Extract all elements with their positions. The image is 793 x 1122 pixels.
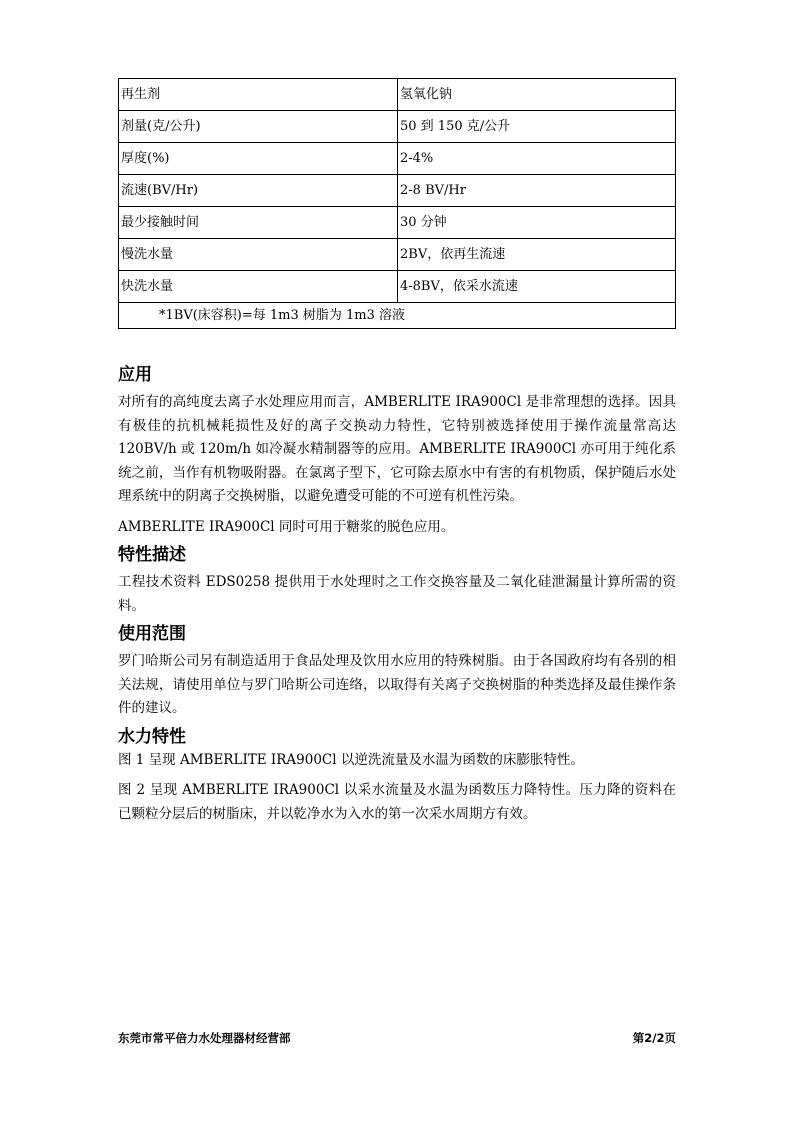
table-cell-label: 剂量(克/公升) <box>119 111 398 143</box>
table-cell-label: 快洗水量 <box>119 271 398 303</box>
table-row <box>119 271 676 303</box>
table-cell-value: 50 到 150 克/公升 <box>398 111 676 143</box>
hydraulics-paragraph: 图 1 呈现 AMBERLITE IRA900Cl 以逆洗流量及水温为函数的床膨胀特性。 <box>118 751 584 768</box>
footer-page-number: 第2/2页 <box>632 1031 676 1045</box>
table-cell-value: 2-4% <box>398 143 676 175</box>
table-cell-label: 流速(BV/Hr) <box>119 175 398 207</box>
table-cell-label: 厚度(%) <box>119 143 398 175</box>
table-cell-value: 30 分钟 <box>398 207 676 239</box>
table-row <box>119 207 676 239</box>
table-row <box>119 79 676 111</box>
application-paragraph: AMBERLITE IRA900Cl 同时可用于糖浆的脱色应用。 <box>118 518 455 535</box>
footer-company: 东莞市常平倍力水处理器材经营部 <box>118 1031 291 1045</box>
hydraulics-paragraph: 图 2 呈现 AMBERLITE IRA900Cl 以采水流量及水温为函数压力降特性。压力降的资料在已颗粒分层后的树脂床，并以乾净水为入水的第一次采水周期方有效。 <box>118 782 676 822</box>
table-cell-label: 慢洗水量 <box>119 239 398 271</box>
document-page <box>118 78 676 826</box>
table-cell-value: 2BV，依再生流速 <box>398 239 676 271</box>
section-heading-characteristics: 特性描述 <box>118 545 186 565</box>
table-cell-value: 氢氧化钠 <box>398 79 676 111</box>
regeneration-table <box>118 78 676 329</box>
characteristics-paragraph: 工程技术资料 EDS0258 提供用于水处理时之工作交换容量及二氧化硅泄漏量计算所需的资料。 <box>118 574 676 614</box>
table-note: *1BV(床容积)=每 1m3 树脂为 1m3 溶液 <box>119 303 676 329</box>
application-paragraph: 对所有的高纯度去离子水处理应用而言，AMBERLITE IRA900Cl 是非常理想的选择。因具有极佳的抗机械耗损性及好的离子交换动力特性，它特别被选择使用于操作流量常高达 120BV/h 或 120m/h 如冷凝水精制器等的应用。AMBERLITE IRA900Cl 亦可用于纯化系统之前，当作有机物吸附器。在氯离子型下，它可除去原水中有害的有机物质，保护随后水处理系统中的阴离子交换树脂，以避免遭受可能的不可逆有机性污染。 <box>118 394 676 504</box>
section-heading-scope: 使用范围 <box>118 624 186 644</box>
table-cell-label: 最少接触时间 <box>119 207 398 239</box>
section-heading-hydraulics: 水力特性 <box>118 726 186 747</box>
table-cell-value: 4-8BV，依采水流速 <box>398 271 676 303</box>
table-row <box>119 143 676 175</box>
table-cell-label: 再生剂 <box>119 79 398 111</box>
table-note-row <box>119 303 676 329</box>
section-heading-application: 应用 <box>118 365 152 385</box>
table-row <box>119 175 676 207</box>
table-row <box>119 111 676 143</box>
scope-paragraph: 罗门哈斯公司另有制造适用于食品处理及饮用水应用的特殊树脂。由于各国政府均有各别的相关法规，请使用单位与罗门哈斯公司连络，以取得有关离子交换树脂的种类选择及最佳操作条件的建议。 <box>118 653 676 716</box>
page-footer <box>118 1030 676 1046</box>
table-row <box>119 239 676 271</box>
table-cell-value: 2-8 BV/Hr <box>398 175 676 207</box>
